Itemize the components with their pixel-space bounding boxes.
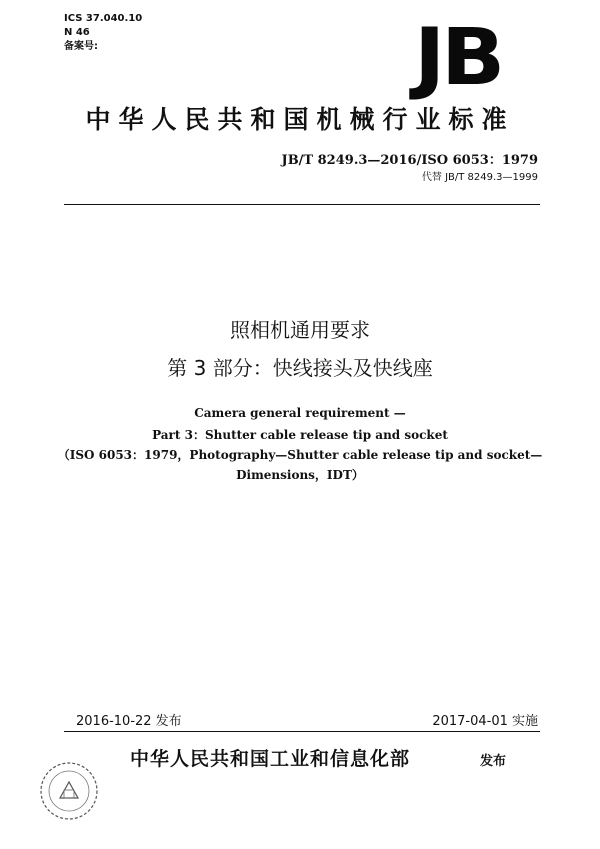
top-divider bbox=[64, 204, 540, 205]
classification-block bbox=[64, 12, 142, 54]
issuing-authority: 中华人民共和国工业和信息化部 bbox=[130, 748, 411, 770]
publisher-seal-icon bbox=[38, 760, 100, 822]
standard-number: JB/T 8249.3—2016/ISO 6053：1979 bbox=[281, 153, 538, 168]
filing-number: 备案号: bbox=[64, 41, 98, 52]
title-zh-line2: 第 3 部分：快线接头及快线座 bbox=[167, 356, 433, 380]
effective-date: 2017-04-01 实施 bbox=[432, 714, 538, 729]
issue-date: 2016-10-22 发布 bbox=[76, 714, 182, 729]
bottom-divider bbox=[64, 731, 540, 732]
jb-logo: JB bbox=[414, 13, 501, 103]
title-en-line4: Dimensions，IDT） bbox=[236, 468, 364, 482]
ics-code: ICS 37.040.10 bbox=[64, 13, 143, 24]
title-en-line2: Part 3：Shutter cable release tip and socket bbox=[152, 428, 448, 442]
title-en-line1: Camera general requirement — bbox=[194, 406, 406, 420]
ccs-code: N 46 bbox=[64, 27, 90, 38]
title-zh-line1: 照相机通用要求 bbox=[230, 318, 370, 342]
standard-category-title: 中华人民共和国机械行业标准 bbox=[85, 105, 515, 134]
title-en-line3: （ISO 6053：1979，Photography—Shutter cable release tip and socket— bbox=[57, 448, 543, 462]
replaces-note: 代替 JB/T 8249.3—1999 bbox=[421, 172, 538, 183]
issue-verb: 发布 bbox=[480, 754, 507, 769]
